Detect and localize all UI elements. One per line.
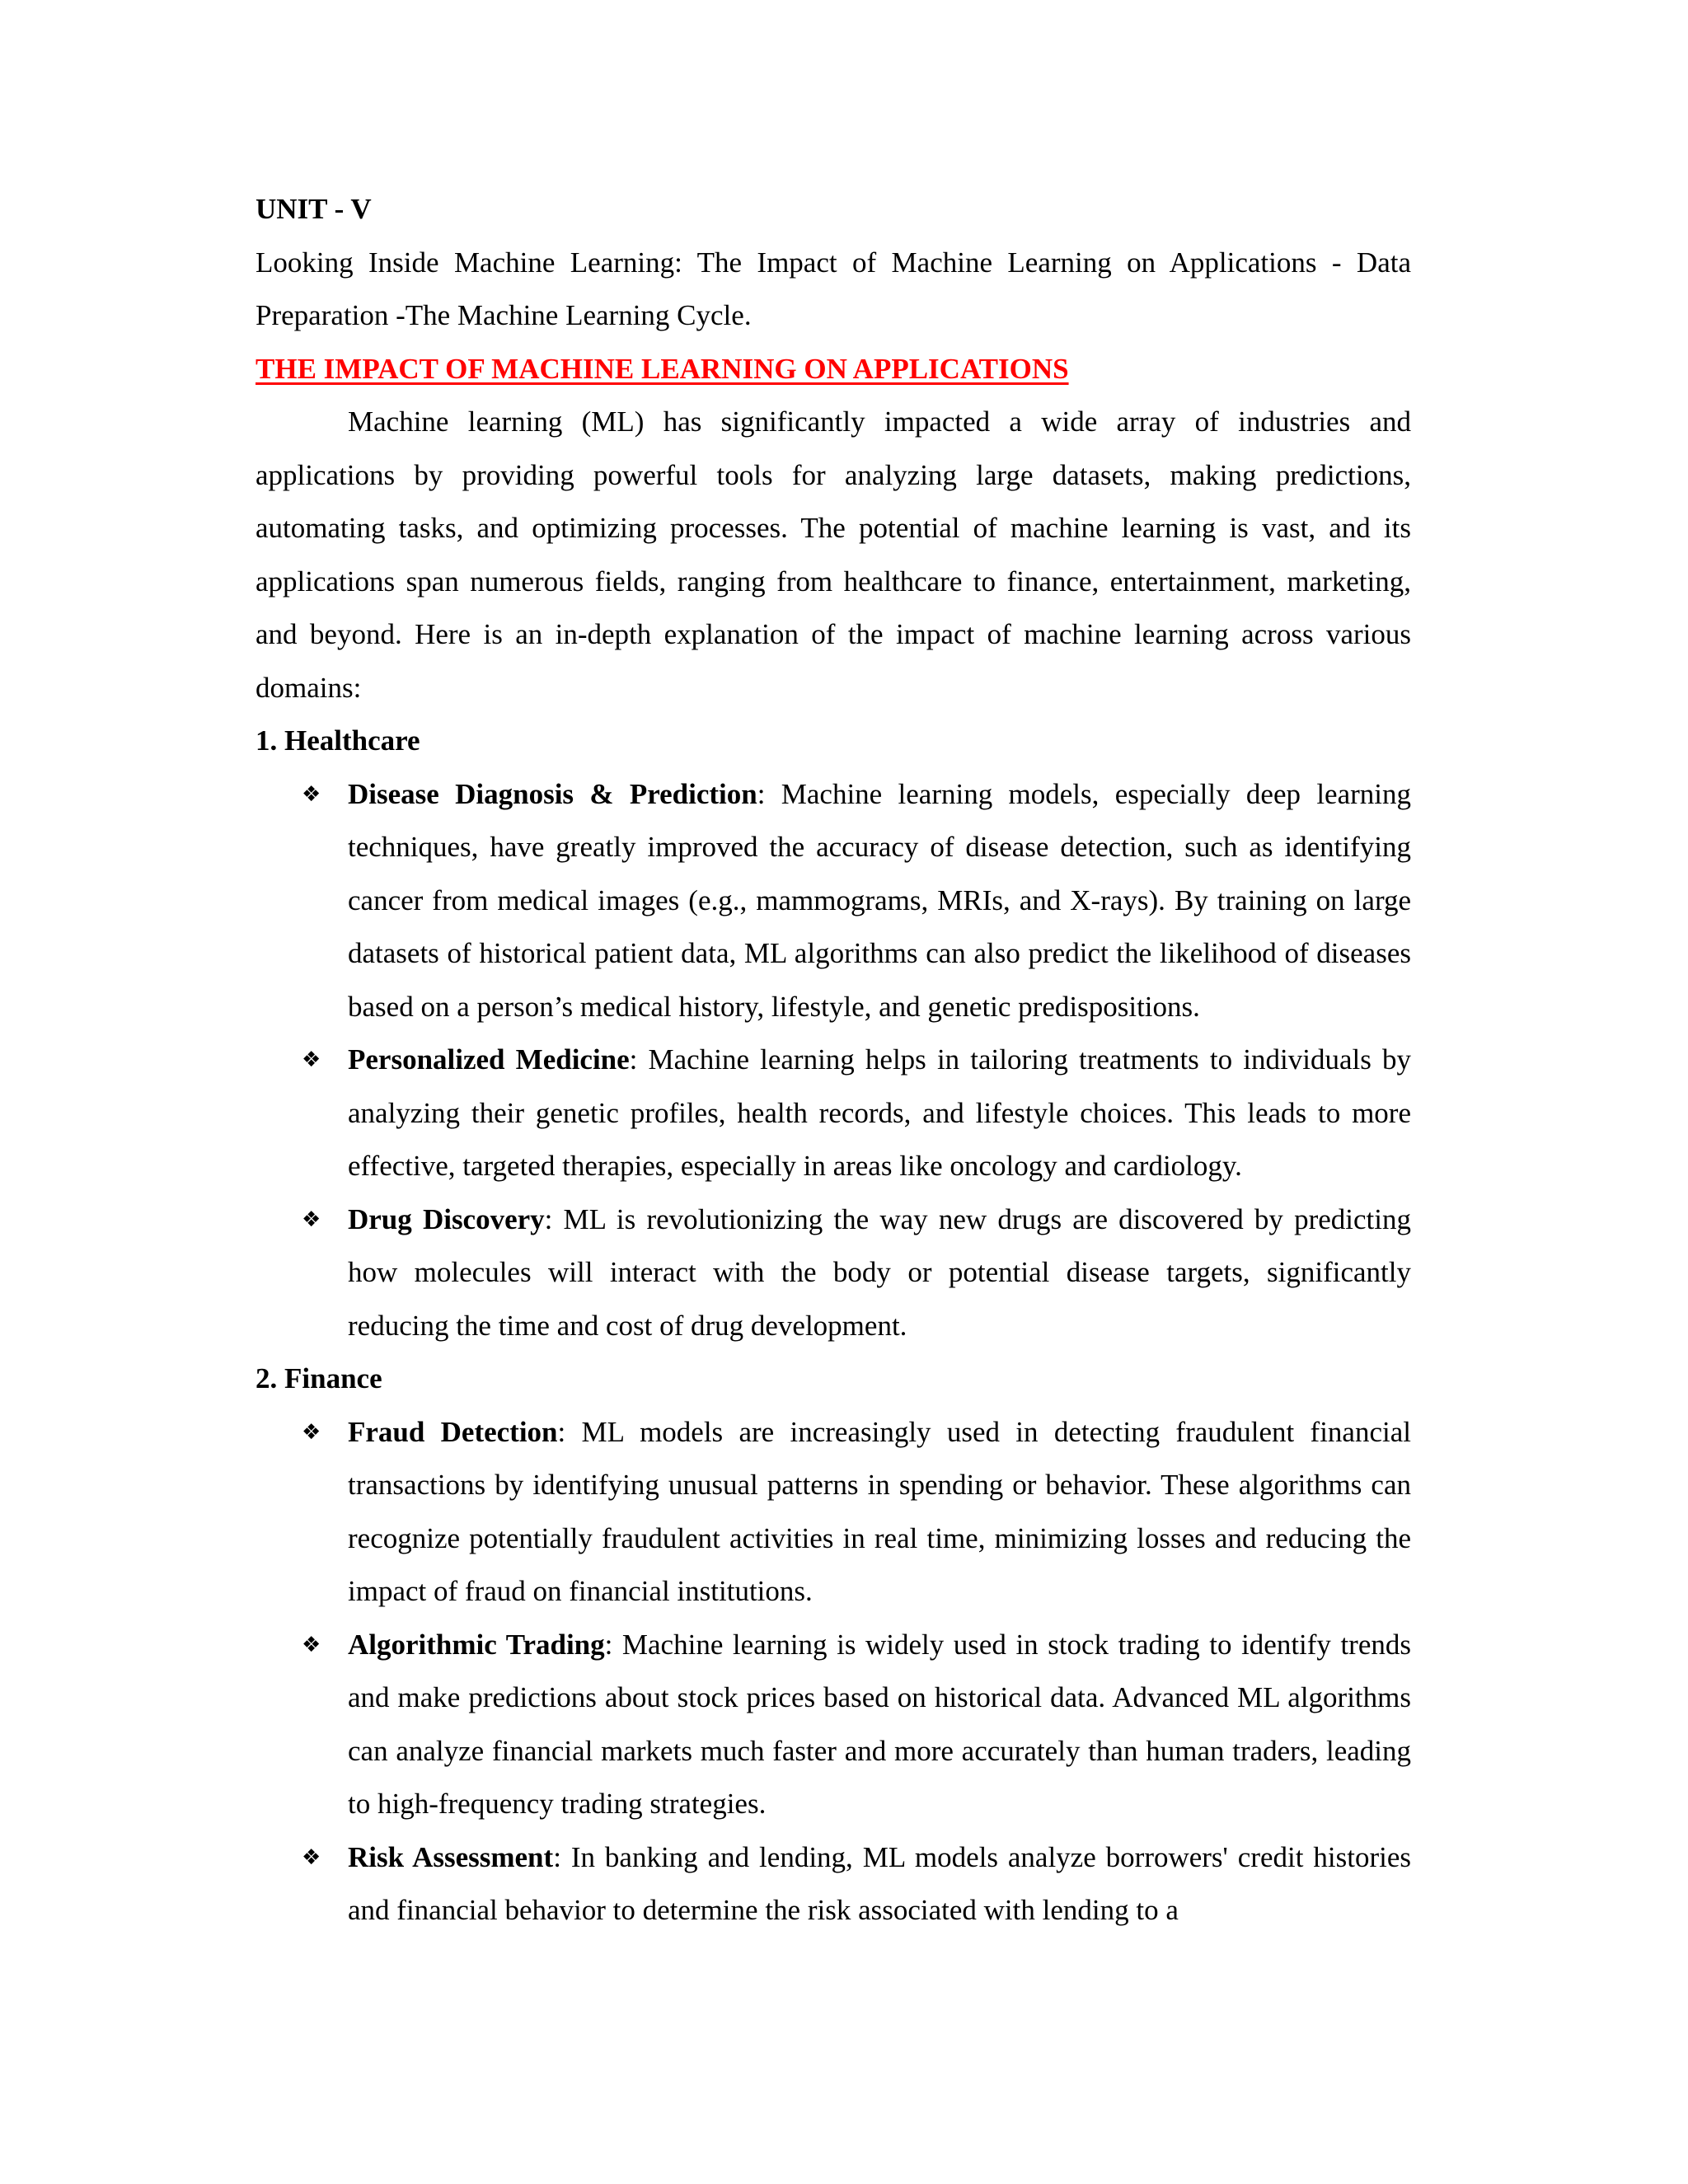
diamond-bullet-icon: ❖ [302, 1844, 321, 1870]
list-item [256, 1033, 1411, 1193]
intro-paragraph: Machine learning (ML) has significantly impacted a wide array of industries and applications by providing powerful tools for analyzing large datasets, making predictions, automating tasks, and optimizing processes. The potential of machine learning is vast, and its applications span numerous fields, ranging from healthcare to finance, entertainment, marketing, and beyond. Here is an in-depth explanation of the impact of machine learning across various domains: [256, 405, 1411, 704]
diamond-bullet-icon: ❖ [302, 1419, 321, 1445]
document-page [256, 183, 1411, 1938]
bullet-text: : In banking and lending, ML models analyze borrowers' credit histories and financial behavior to determine the risk associated with lending to a [348, 1840, 1411, 1926]
bullet-text: : Machine learning models, especially deep learning techniques, have greatly improved the accuracy of disease detection, such as identifying cancer from medical images (e.g., mammograms, MRIs, and X-rays). By training on large datasets of historical patient data, ML algorithms can also predict the likelihood of diseases based on a person’s medical history, lifestyle, and genetic predispositions. [348, 777, 1411, 1023]
finance-bullet-list [256, 1406, 1411, 1938]
bullet-text: : Machine learning helps in tailoring treatments to individuals by analyzing their genetic profiles, health records, and lifestyle choices. This leads to more effective, targeted therapies, especially in areas like oncology and cardiology. [348, 1043, 1411, 1182]
domain-heading-healthcare: 1. Healthcare [256, 724, 420, 757]
section-heading: THE IMPACT OF MACHINE LEARNING ON APPLICATIONS [256, 352, 1069, 385]
list-item [256, 1193, 1411, 1353]
list-item [256, 768, 1411, 1034]
diamond-bullet-icon: ❖ [302, 1632, 321, 1657]
diamond-bullet-icon: ❖ [302, 1047, 321, 1072]
bullet-term: Personalized Medicine [348, 1043, 630, 1076]
domain-heading-finance: 2. Finance [256, 1362, 382, 1394]
bullet-term: Drug Discovery [348, 1202, 545, 1235]
bullet-term: Algorithmic Trading [348, 1628, 605, 1661]
bullet-text: : ML is revolutionizing the way new drugs are discovered by predicting how molecules will interact with the body or potential disease targets, significantly reducing the time and cost of drug development. [348, 1202, 1411, 1342]
diamond-bullet-icon: ❖ [302, 1207, 321, 1232]
unit-subtitle: Looking Inside Machine Learning: The Impact of Machine Learning on Applications - Data Preparation -The Machine Learning Cycle. [256, 246, 1411, 331]
bullet-term: Risk Assessment [348, 1840, 554, 1873]
list-item [256, 1831, 1411, 1938]
bullet-text: : Machine learning is widely used in stock trading to identify trends and make predictions about stock prices based on historical data. Advanced ML algorithms can analyze financial markets much faster and more accurately than human traders, leading to high-frequency trading strategies. [348, 1628, 1411, 1820]
bullet-term: Fraud Detection [348, 1415, 558, 1448]
healthcare-bullet-list [256, 768, 1411, 1353]
list-item [256, 1406, 1411, 1619]
bullet-term: Disease Diagnosis & Prediction [348, 777, 757, 810]
diamond-bullet-icon: ❖ [302, 781, 321, 807]
bullet-text: : ML models are increasingly used in detecting fraudulent financial transactions by identifying unusual patterns in spending or behavior. These algorithms can recognize potentially fraudulent activities in real time, minimizing losses and reducing the impact of fraud on financial institutions. [348, 1415, 1411, 1607]
unit-title: UNIT - V [256, 193, 372, 225]
list-item [256, 1619, 1411, 1831]
